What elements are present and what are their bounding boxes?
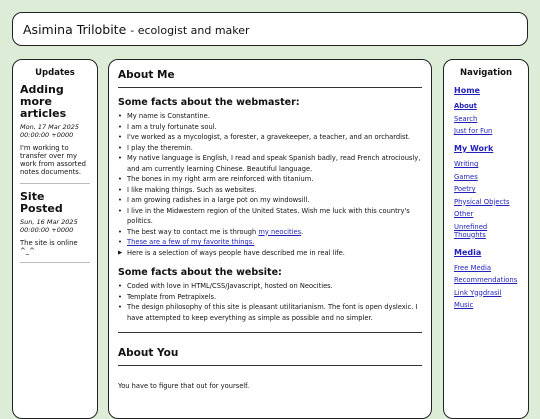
nav-group-media [454, 248, 518, 310]
website-facts-list [118, 281, 422, 323]
nav-item-games[interactable]: Games [454, 172, 478, 181]
nav-media[interactable]: Media [454, 247, 482, 257]
post-date: Mon, 17 Mar 2025 00:00:00 +0000 [20, 123, 80, 139]
update-post [20, 191, 90, 255]
list-item: • I am growing radishes in a large pot on my windowsill. [118, 195, 422, 206]
nav-item-physical-objects[interactable]: Physical Objects [454, 197, 510, 206]
webmaster-facts-list [118, 111, 422, 258]
post-title: Adding more articles [20, 83, 67, 120]
section-divider [118, 365, 422, 366]
about-you-text: You have to figure that out for yourself. [118, 382, 250, 390]
nav-group-home [454, 86, 518, 135]
contact-suffix: . [301, 227, 304, 236]
nav-item-free-media[interactable]: Free Media [454, 263, 491, 272]
nav-item-link-yggdrasil[interactable]: Link Yggdrasil [454, 288, 502, 297]
nav-item-about[interactable]: About [454, 102, 477, 110]
post-body: The site is online ^_^ [20, 239, 78, 255]
about-me-heading: About Me [118, 69, 175, 81]
list-item: • My name is Constantine. [118, 111, 422, 122]
favorite-things-link[interactable]: These are a few of my favorite things. [127, 238, 255, 246]
post-divider [20, 183, 90, 184]
list-item [118, 237, 422, 248]
section-divider [118, 87, 422, 88]
nav-item-unrefined-thoughts[interactable]: Unrefined Thoughts [454, 222, 488, 239]
list-item: • I am a truly fortunate soul. [118, 122, 422, 133]
nav-item-music[interactable]: Music [454, 301, 474, 309]
nav-item-other[interactable]: Other [454, 210, 474, 218]
post-body: I'm working to transfer over my work from assorted notes documents. [20, 144, 86, 176]
site-header [12, 12, 528, 46]
list-item: • The design philosophy of this site is pleasant utilitarianism. The font is open dyslexic. I have attempted to keep everything as simple as possible and no simpler. [118, 302, 422, 323]
list-item: • I've worked as a mycologist, a forester, a gravekeeper, a teacher, and an orchardist. [118, 132, 422, 143]
list-item: • Coded with love in HTML/CSS/Javascript, hosted on Neocities. [118, 281, 422, 292]
about-you-heading: About You [118, 347, 179, 359]
nav-my-work[interactable]: My Work [454, 144, 494, 153]
ways-described-toggle[interactable]: ▶ Here is a selection of ways people have described me in real life. [118, 248, 422, 259]
site-subtitle: - ecologist and maker [130, 24, 250, 37]
list-item: • I like making things. Such as websites. [118, 185, 422, 196]
site-name: Asimina Trilobite [23, 22, 127, 37]
website-facts-heading: Some facts about the website: [118, 267, 282, 278]
post-title: Site Posted [20, 190, 63, 215]
updates-panel[interactable] [12, 59, 98, 419]
site-title [23, 22, 250, 37]
navigation-heading: Navigation [460, 68, 512, 78]
nav-item-poetry[interactable]: Poetry [454, 185, 476, 193]
webmaster-facts-heading: Some facts about the webmaster: [118, 97, 300, 108]
nav-item-writing[interactable]: Writing [454, 160, 479, 168]
update-post [20, 84, 90, 176]
list-item: • I play the theremin. [118, 143, 422, 154]
post-date: Sun, 16 Mar 2025 00:00:00 +0000 [20, 218, 78, 234]
list-item [118, 227, 422, 238]
nav-item-just-for-fun[interactable]: Just for Fun [454, 127, 493, 135]
nav-group-work [454, 144, 518, 239]
updates-heading: Updates [35, 68, 75, 78]
post-divider [20, 262, 90, 263]
nav-item-search[interactable]: Search [454, 114, 478, 123]
nav-item-recommendations[interactable]: Recommendations [454, 276, 518, 284]
nav-home[interactable]: Home [454, 86, 480, 95]
navigation-panel[interactable] [443, 59, 529, 419]
list-item: • I live in the Midwestern region of the United States. Wish me luck with this country's politics. [118, 206, 422, 227]
contact-text: The best way to contact me is through [127, 227, 259, 236]
main-content[interactable] [108, 59, 432, 419]
list-item: • The bones in my right arm are reinforced with titanium. [118, 174, 422, 185]
section-divider [118, 332, 422, 333]
list-item: • Template from Petrapixels. [118, 292, 422, 303]
list-item: • My native language is English, I read and speak Spanish badly, read French atrociously, and am currently learning Chinese. Beautiful language. [118, 153, 422, 174]
neocities-link[interactable]: my neocities [258, 227, 302, 236]
